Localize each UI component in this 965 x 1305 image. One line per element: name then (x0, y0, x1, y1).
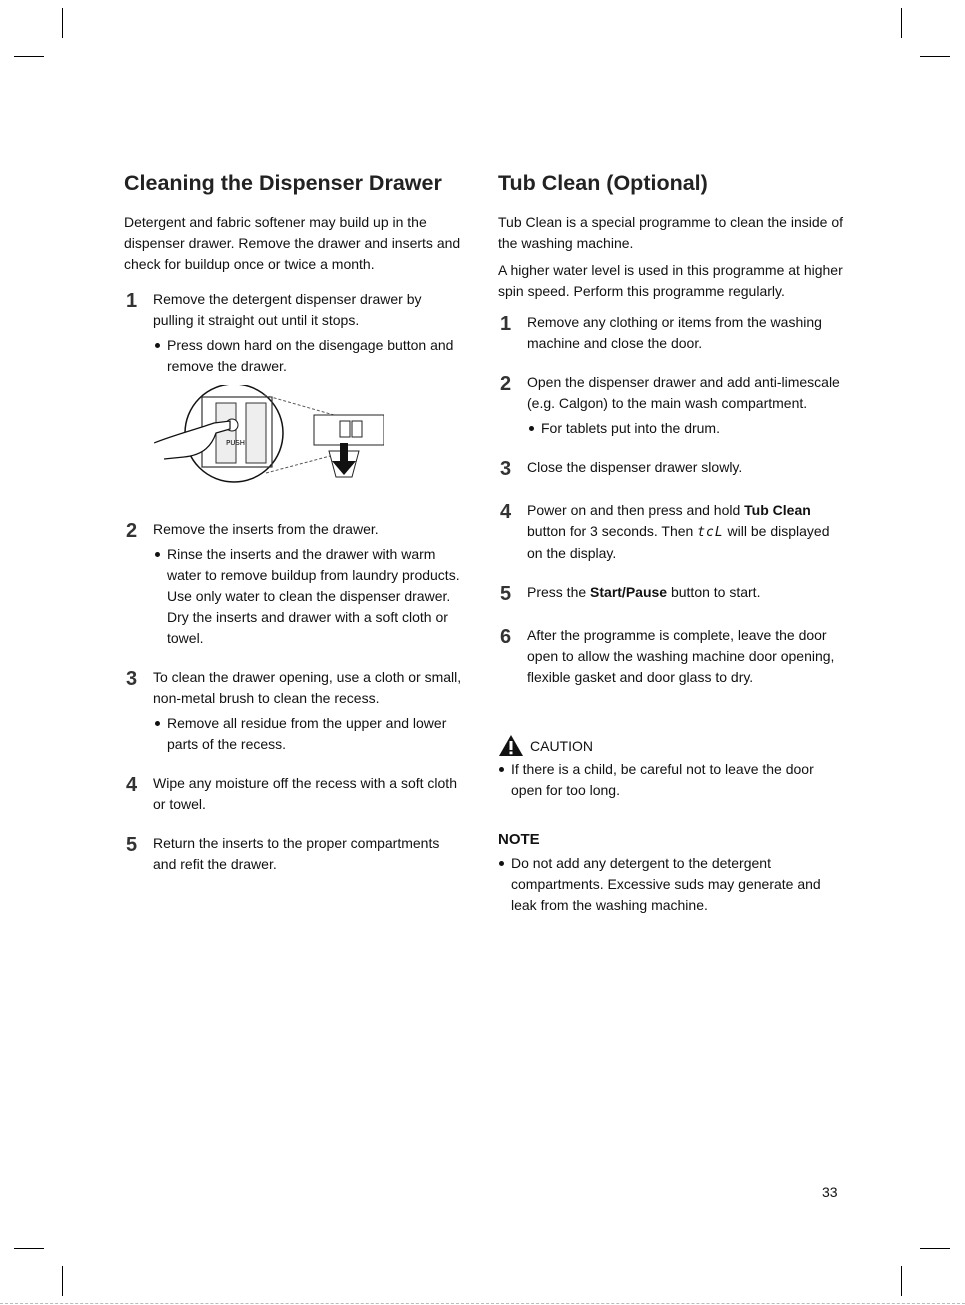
push-label: PUSH (226, 439, 246, 447)
step-bullet: Rinse the inserts and the drawer with warm water to remove buildup from laundry products. Use only water to clean the dispenser drawer. Dry the inserts and drawer with a soft cloth or towel. (153, 544, 464, 649)
step-5 (124, 833, 464, 875)
crop-mark (901, 8, 902, 38)
intro-text: Tub Clean is a special programme to clean the inside of the washing machine. (498, 214, 843, 251)
step-text-part: button for 3 seconds. Then (527, 523, 698, 539)
note-title: NOTE (498, 831, 540, 848)
step-text: Open the dispenser drawer and add anti-limescale (e.g. Calgon) to the main wash compartment. (527, 374, 840, 411)
step-number: 2 (126, 520, 138, 542)
step-3 (124, 667, 464, 755)
step-number: 4 (126, 774, 138, 796)
section-title: Tub Clean (Optional) (498, 171, 708, 195)
intro-text: Detergent and fabric softener may build up in the dispenser drawer. Remove the drawer and inserts and check for buildup once or twice a month. (124, 214, 461, 272)
step-text (527, 500, 843, 564)
step-number: 3 (126, 668, 138, 690)
step-bullet: Remove all residue from the upper and lower parts of the recess. (153, 713, 464, 755)
step-number: 2 (500, 373, 512, 395)
step-1 (124, 289, 464, 377)
dispenser-cleaning-section (124, 168, 464, 875)
step-number: 4 (500, 501, 512, 523)
step-text-part: button to start. (667, 584, 761, 600)
caution-label: CAUTION (530, 737, 593, 754)
step-text: Close the dispenser drawer slowly. (527, 459, 743, 475)
step-number: 5 (500, 583, 512, 605)
step-number: 5 (126, 834, 138, 856)
step-number: 1 (126, 290, 138, 312)
crop-mark (62, 8, 63, 38)
tub-clean-section (498, 168, 843, 916)
step-number: 1 (500, 313, 512, 335)
caution-text: If there is a child, be careful not to leave the door open for too long. (498, 759, 843, 801)
crop-mark (901, 1266, 902, 1296)
step-3 (498, 457, 843, 478)
step-4 (498, 500, 843, 564)
step-5 (498, 582, 843, 603)
step-1 (498, 312, 843, 354)
note-text: Do not add any detergent to the detergent compartments. Excessive suds may generate and leak from the washing machine. (498, 853, 843, 916)
step-text-part: Power on and then press and hold (527, 502, 745, 518)
step-2 (498, 372, 843, 439)
display-readout: tcL (697, 525, 724, 540)
crop-mark (920, 1248, 950, 1249)
step-bullet: For tablets put into the drum. (527, 418, 843, 439)
step-number: 6 (500, 626, 512, 648)
start-pause-button-label: Start/Pause (590, 584, 668, 600)
step-text-part: will be displayed on the display. (527, 523, 830, 561)
intro-text: A higher water level is used in this programme at higher spin speed. Perform this programme regularly. (498, 262, 843, 299)
step-bullet: Press down hard on the disengage button and remove the drawer. (153, 335, 464, 377)
step-text: Remove the detergent dispenser drawer by pulling it straight out until it stops. (153, 291, 422, 328)
drawer-removal-illustration (154, 385, 384, 485)
step-text: Return the inserts to the proper compartments and refit the drawer. (153, 835, 440, 872)
step-text-part: Press the (527, 584, 591, 600)
bottom-trim-line (0, 1303, 965, 1304)
step-6 (498, 625, 843, 688)
step-text: After the programme is complete, leave the door open to allow the washing machine door opening, flexible gasket and door glass to dry. (527, 627, 835, 685)
step-number: 3 (500, 458, 512, 480)
page-number: 33 (822, 1184, 838, 1200)
step-text: Remove any clothing or items from the washing machine and close the door. (527, 314, 822, 351)
tub-clean-button-label: Tub Clean (744, 502, 811, 518)
step-4 (124, 773, 464, 815)
caution-block (498, 734, 843, 757)
step-text: Remove the inserts from the drawer. (153, 521, 379, 537)
step-text: Wipe any moisture off the recess with a soft cloth or towel. (153, 775, 457, 812)
crop-mark (62, 1266, 63, 1296)
section-title: Cleaning the Dispenser Drawer (124, 171, 442, 195)
crop-mark (14, 56, 44, 57)
warning-icon (498, 734, 524, 757)
step-text: To clean the drawer opening, use a cloth or small, non-metal brush to clean the recess. (153, 669, 462, 706)
step-text (527, 582, 843, 603)
crop-mark (920, 56, 950, 57)
step-2 (124, 519, 464, 649)
crop-mark (14, 1248, 44, 1249)
